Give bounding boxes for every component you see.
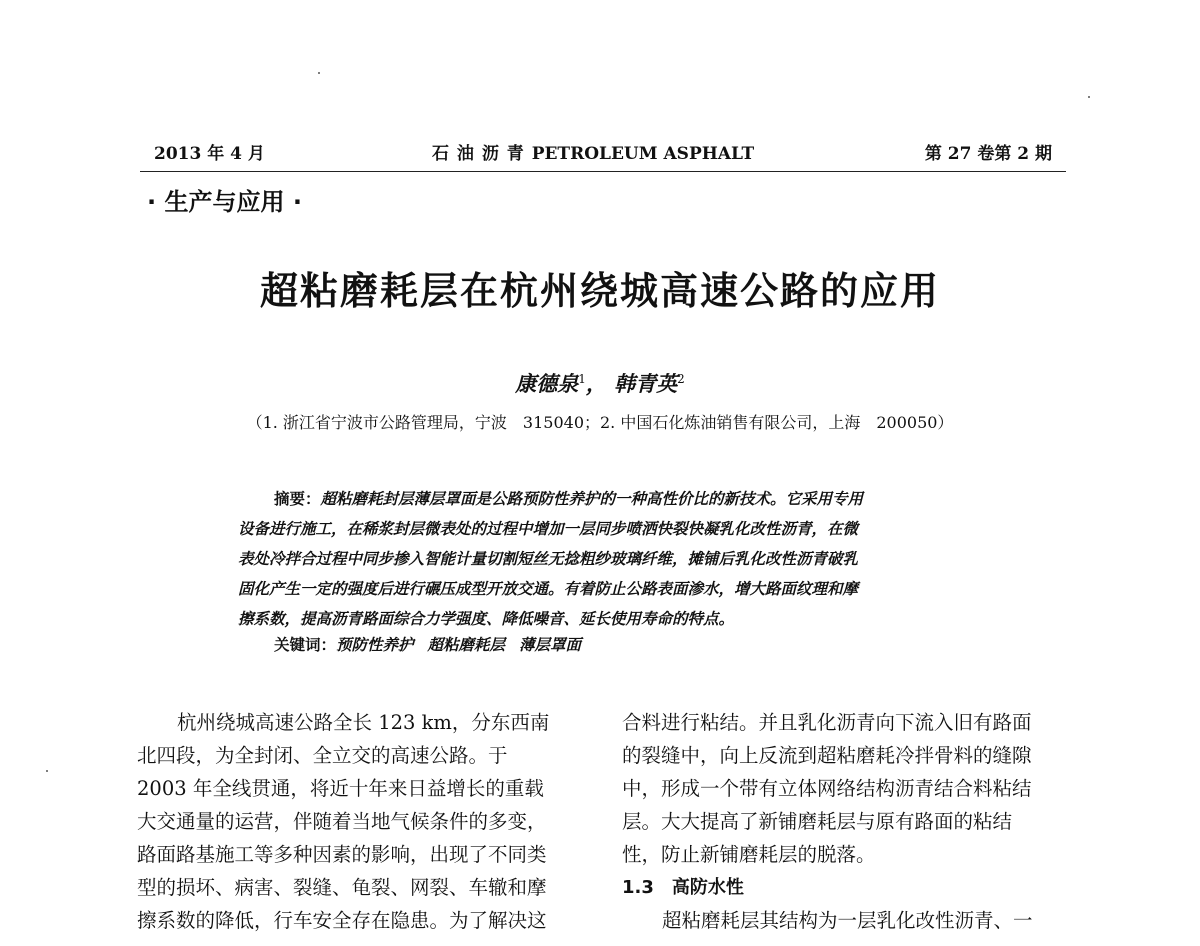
running-header — [140, 143, 1066, 172]
affiliations: （1. 浙江省宁波市公路管理局，宁波 315040；2. 中国石化炼油销售有限公司，上海 200050） — [246, 413, 954, 432]
body-line: 层。大大提高了新铺磨耗层与原有路面的粘结 — [622, 810, 1013, 833]
abstract-line: 固化产生一定的强度后进行碾压成型开放交通。有着防止公路表面渗水，增大路面纹理和摩 — [238, 579, 859, 598]
header-journal — [432, 143, 754, 165]
body-line: 的裂缝中，向上反流到超粘磨耗冷拌骨料的缝隙 — [622, 744, 1032, 767]
body-line: 擦系数的降低，行车安全存在隐患。为了解决这 — [137, 909, 547, 932]
author-list — [0, 364, 1200, 399]
abstract — [238, 484, 968, 634]
journal-name-en: PETROLEUM ASPHALT — [531, 144, 755, 164]
keyword: 薄层罩面 — [519, 635, 582, 654]
abstract-label: 摘要： — [274, 489, 321, 508]
body-line: 大交通量的运营，伴随着当地气候条件的多变， — [137, 810, 547, 833]
keyword: 预防性养护 — [336, 635, 414, 654]
author-affiliation-mark: 1 — [578, 372, 586, 386]
abstract-text: 超粘磨耗封层薄层罩面是公路预防性养护的一种高性价比的新技术。它采用专用 — [320, 489, 864, 508]
author-name: 康德泉 — [515, 371, 579, 396]
subsection-heading — [622, 871, 1072, 904]
body-line: 超粘磨耗层其结构为一层乳化改性沥青、一 — [662, 909, 1033, 932]
body-line: 杭州绕城高速公路全长 123 km，分东西南 — [177, 711, 550, 734]
header-date: 2013 年 4 月 — [154, 144, 265, 164]
section-tag: · 生产与应用 · — [147, 188, 302, 216]
author-affiliation-mark: 2 — [677, 372, 685, 386]
body-line: 合料进行粘结。并且乳化沥青向下流入旧有路面 — [622, 711, 1032, 734]
article-title: 超粘磨耗层在杭州绕城高速公路的应用 — [259, 269, 940, 313]
abstract-line: 擦系数，提高沥青路面综合力学强度、降低噪音、延长使用寿命的特点。 — [238, 609, 735, 628]
scan-speck — [1088, 96, 1090, 98]
keyword: 超粘磨耗层 — [427, 635, 506, 654]
scan-speck — [46, 770, 48, 772]
body-line: 2003 年全线贯通，将近十年来日益增长的重载 — [137, 777, 544, 800]
subsection-number: 1.3 — [622, 877, 654, 898]
body-line: 性，防止新铺磨耗层的脱落。 — [622, 843, 876, 866]
body-line: 型的损坏、病害、裂缝、龟裂、网裂、车辙和摩 — [137, 876, 547, 899]
body-column-right — [622, 706, 1072, 937]
author-separator: ， — [585, 371, 607, 396]
author-name: 韩青英 — [614, 371, 678, 396]
subsection-title: 高防水性 — [671, 877, 744, 898]
scan-speck — [318, 72, 320, 74]
header-volume-issue: 第 27 卷第 2 期 — [924, 144, 1052, 164]
body-column-left — [137, 706, 587, 937]
keywords — [274, 631, 595, 659]
abstract-line: 设备进行施工，在稀浆封层微表处的过程中增加一层同步喷洒快裂快凝乳化改性沥青，在微 — [238, 519, 859, 538]
body-line: 路面路基施工等多种因素的影响，出现了不同类 — [137, 843, 547, 866]
keywords-label: 关键词： — [274, 635, 337, 654]
body-line: 北四段，为全封闭、全立交的高速公路。于 — [137, 744, 508, 767]
abstract-line: 表处冷拌合过程中同步掺入智能计量切割短丝无捻粗纱玻璃纤维，摊铺后乳化改性沥青破乳 — [238, 549, 859, 568]
journal-name-cn: 石 油 沥 青 — [432, 144, 525, 164]
body-line: 中，形成一个带有立体网络结构沥青结合料粘结 — [622, 777, 1032, 800]
abstract-line — [238, 484, 968, 514]
